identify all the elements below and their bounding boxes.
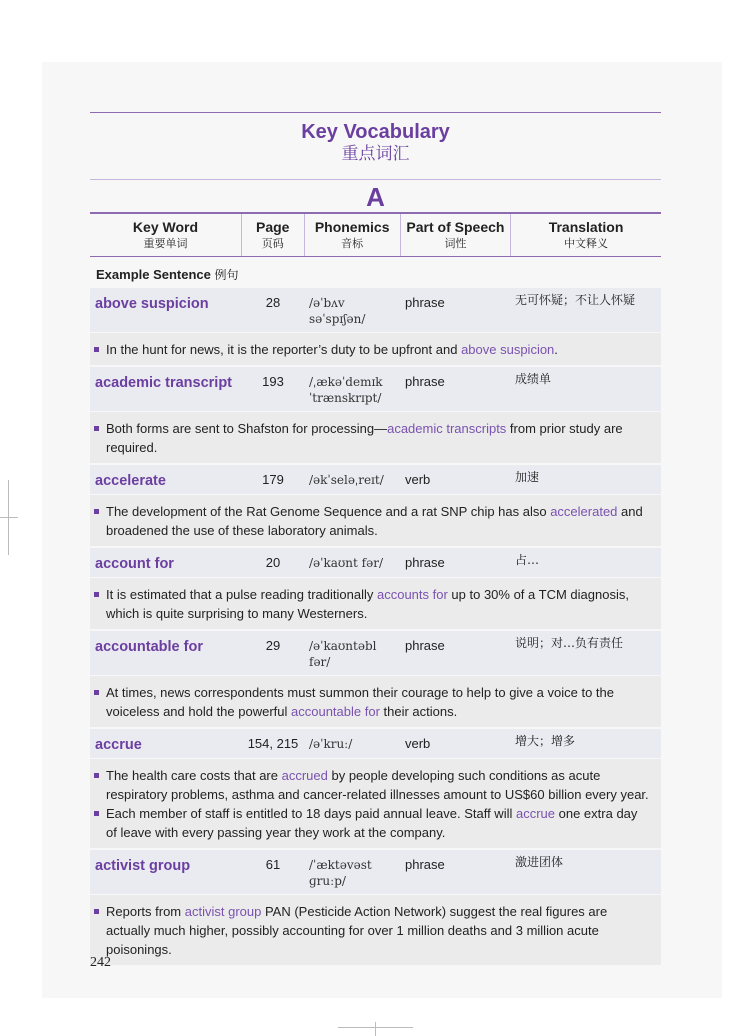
translation: 占… — [515, 553, 540, 567]
top-rule — [90, 112, 661, 113]
example-sentences — [90, 577, 661, 629]
phonemics-line: /əˈkruː/ — [309, 737, 353, 751]
sentence-text: Each member of staff is entitled to 18 days paid annual leave. Staff will — [106, 806, 516, 821]
translation: 激进团体 — [515, 855, 564, 869]
page-ref: 28 — [265, 295, 281, 310]
vocab-entry — [90, 288, 661, 365]
vocabulary-entries — [90, 288, 661, 965]
vocabulary-sheet — [90, 112, 661, 965]
sentence-text: . — [554, 342, 558, 357]
phonemics-line: /əˈbʌv — [309, 296, 345, 310]
page-ref: 61 — [265, 857, 281, 872]
page-ref: 29 — [265, 638, 281, 653]
phonemics — [304, 548, 400, 577]
crop-mark — [375, 1022, 376, 1036]
example-sentence — [104, 419, 651, 457]
example-sentence-header: Example Sentence 例句 — [96, 267, 239, 282]
column-headers — [90, 214, 661, 256]
example-sentences — [90, 894, 661, 965]
key-word: accelerate — [95, 473, 166, 489]
example-sentence — [104, 502, 651, 540]
highlighted-term: accrued — [281, 768, 328, 783]
word-row — [90, 288, 661, 332]
part-of-speech: phrase — [405, 374, 445, 389]
highlighted-term: accounts for — [376, 587, 448, 602]
sentence-text: It is estimated that a pulse reading traditionally — [106, 587, 377, 602]
section-letter: A — [366, 182, 385, 212]
column-header-key-word: Key Word 重要单词 — [90, 214, 242, 256]
phonemics-line: /əˈkaʊnt fər/ — [309, 556, 383, 570]
example-sentences — [90, 494, 661, 546]
page-ref: 20 — [265, 555, 281, 570]
part-of-speech: verb — [405, 472, 431, 487]
page-title-cn: 重点词汇 — [341, 144, 410, 164]
translation: 成绩单 — [515, 372, 552, 386]
sentence-text: At times, news correspondents must summon their courage to help to give a voice to the voiceless and hold the powerful — [106, 685, 614, 719]
key-word: above suspicion — [95, 296, 209, 312]
highlighted-term: above suspicion — [461, 342, 555, 357]
sentence-text: The health care costs that are — [106, 768, 282, 783]
word-row — [90, 548, 661, 577]
example-sentences — [90, 411, 661, 463]
key-word: account for — [95, 556, 174, 572]
crop-mark — [0, 517, 18, 518]
phonemics — [304, 465, 400, 494]
column-header-page: Page 页码 — [242, 214, 305, 256]
example-sentences — [90, 675, 661, 727]
example-sentence — [104, 902, 651, 959]
word-row — [90, 729, 661, 758]
phonemics-line: ˈtrænskrɪpt/ — [309, 391, 382, 405]
phonemics — [304, 367, 400, 411]
phonemics-line: /əˈkaʊntəbl — [309, 639, 377, 653]
sentence-text: and broadened the use of these laboratory animals. — [106, 504, 643, 538]
example-sentence — [104, 683, 651, 721]
phonemics-line: fər/ — [309, 655, 331, 669]
phonemics — [304, 288, 400, 332]
page-ref: 193 — [262, 374, 284, 389]
part-of-speech: phrase — [405, 555, 445, 570]
part-of-speech: phrase — [405, 295, 445, 310]
highlighted-term: accrue — [515, 806, 556, 821]
key-word: accrue — [95, 737, 142, 753]
phonemics-line: /ˌækəˈdemɪk — [309, 375, 383, 389]
example-sentences — [90, 332, 661, 365]
vocab-entry — [90, 729, 661, 848]
vocab-entry — [90, 367, 661, 463]
phonemics — [304, 850, 400, 894]
page-ref: 154, 215 — [247, 736, 299, 751]
sentence-text: from prior study are required. — [106, 421, 623, 455]
column-header-part-of-speech: Part of Speech 词性 — [401, 214, 511, 256]
sentence-text: Reports from — [106, 904, 185, 919]
translation: 增大；增多 — [515, 734, 576, 748]
example-sentence — [104, 766, 651, 804]
vocab-entry — [90, 631, 661, 727]
phonemics — [304, 631, 400, 675]
translation: 加速 — [515, 470, 540, 484]
sentence-text: up to 30% of a TCM diagnosis, which is quite surprising to many Westerners. — [106, 587, 629, 621]
column-header-phonemics: Phonemics 音标 — [305, 214, 401, 256]
sentence-text: their actions. — [379, 704, 458, 719]
column-header-translation: Translation 中文释义 — [548, 219, 624, 250]
sentence-text: In the hunt for news, it is the reporter’s duty to be upfront and — [106, 342, 462, 357]
sentence-text: PAN (Pesticide Action Network) suggest the real figures are actually much higher, possibly accounting for over 1 million deaths and 3 million acute poisonings. — [106, 904, 608, 957]
example-sentence — [104, 340, 651, 359]
key-word: activist group — [95, 858, 191, 874]
example-sentence — [104, 585, 651, 623]
highlighted-term: accelerated — [550, 504, 618, 519]
translation: 无可怀疑；不让人怀疑 — [515, 293, 636, 307]
part-of-speech: phrase — [405, 638, 445, 653]
phonemics-line: səˈspɪʃən/ — [309, 312, 366, 326]
vocab-entry — [90, 465, 661, 546]
sentence-text: by people developing such conditions as acute respiratory problems, asthma and cancer-related illnesses amount to US$60 billion every year. — [106, 768, 649, 802]
sentence-text: one extra day of leave with every passing year they work at the company. — [106, 806, 638, 840]
phonemics — [304, 729, 400, 758]
word-row — [90, 631, 661, 675]
page-ref: 179 — [262, 472, 284, 487]
vocab-entry — [90, 850, 661, 965]
phonemics-line: /ˈæktəvəst — [309, 858, 372, 872]
section-divider — [90, 179, 661, 180]
phonemics-line: /əkˈseləˌreɪt/ — [309, 473, 384, 487]
page-number: 242 — [90, 955, 111, 970]
word-row — [90, 367, 661, 411]
key-word: accountable for — [95, 639, 203, 655]
highlighted-term: accountable for — [291, 704, 380, 719]
part-of-speech: verb — [405, 736, 431, 751]
example-sentence — [104, 804, 651, 842]
sentence-text: The development of the Rat Genome Sequence and a rat SNP chip has also — [106, 504, 551, 519]
sentence-text: Both forms are sent to Shafston for processing— — [106, 421, 388, 436]
key-word: academic transcript — [95, 375, 233, 391]
part-of-speech: phrase — [405, 857, 445, 872]
word-row — [90, 850, 661, 894]
highlighted-term: activist group — [184, 904, 262, 919]
phonemics-line: ɡruːp/ — [309, 874, 346, 888]
word-row — [90, 465, 661, 494]
example-sentences — [90, 758, 661, 848]
page-title: Key Vocabulary — [301, 121, 450, 143]
highlighted-term: academic transcripts — [387, 421, 507, 436]
translation: 说明；对…负有责任 — [515, 636, 624, 650]
vocab-entry — [90, 548, 661, 629]
